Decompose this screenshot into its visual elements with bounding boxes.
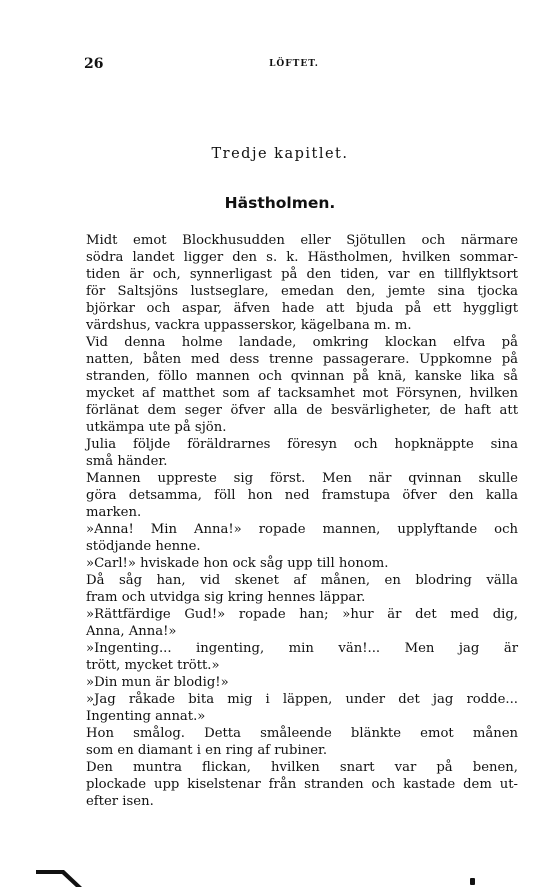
text-line: Vid denna holme landade, omkring klockan elfva på bbox=[86, 335, 518, 350]
text-line: »Jag råkade bita mig i läppen, under det jag rodde... bbox=[86, 692, 518, 707]
text-line: marken. bbox=[86, 505, 142, 520]
text-line: »Din mun är blodig!» bbox=[86, 675, 229, 690]
page-number: 26 bbox=[84, 56, 104, 72]
text-line: Hon smålog. Detta småleende blänkte emot månen bbox=[86, 726, 518, 741]
text-line: »Anna! Min Anna!» ropade mannen, upplyftande och bbox=[86, 522, 518, 537]
text-line: fram och utvidga sig kring hennes läppar. bbox=[86, 590, 366, 605]
text-line: utkämpa ute på sjön. bbox=[86, 420, 227, 435]
text-line: Mannen uppreste sig först. Men när qvinnan skulle bbox=[86, 471, 518, 486]
chapter-heading: Tredje kapitlet. bbox=[211, 146, 349, 162]
chapter-title: Hästholmen. bbox=[224, 194, 336, 212]
text-line: mycket af matthet som af tacksamhet mot Försynen, hvilken bbox=[86, 386, 518, 401]
text-line: »Ingenting... ingenting, min vän!... Men jag är bbox=[86, 641, 518, 656]
text-line: Då såg han, vid skenet af månen, en blodring välla bbox=[86, 573, 518, 588]
text-line: stranden, föllo mannen och qvinnan på knä, kanske lika så bbox=[86, 369, 518, 384]
text-line: stödjande henne. bbox=[86, 539, 201, 554]
text-line: södra landet ligger den s. k. Hästholmen, hvilken sommar- bbox=[86, 250, 518, 265]
text-line: små händer. bbox=[86, 454, 168, 469]
text-line: trött, mycket trött.» bbox=[86, 658, 220, 673]
text-line: göra detsamma, föll hon ned framstupa öfver den kalla bbox=[86, 488, 518, 503]
running-head: LÖFTET. bbox=[269, 59, 319, 69]
text-line: Den muntra flickan, hvilken snart var på benen, bbox=[86, 760, 518, 775]
text-line: Ingenting annat.» bbox=[86, 709, 206, 724]
text-line: Julia följde föräldrarnes föresyn och hopknäppte sina bbox=[86, 437, 518, 452]
text-line: tiden är och, synnerligast på den tiden, var en tillflyktsort bbox=[86, 267, 518, 282]
text-line: Midt emot Blockhusudden eller Sjötullen och närmare bbox=[86, 233, 518, 248]
body-text bbox=[86, 232, 518, 810]
text-line: björkar och aspar, äfven hade att bjuda på ett hyggligt bbox=[86, 301, 518, 316]
text-line: »Carl!» hviskade hon ock såg upp till honom. bbox=[86, 556, 389, 571]
scan-speck bbox=[470, 878, 475, 885]
text-line: plockade upp kiselstenar från stranden och kastade dem ut- bbox=[86, 777, 518, 792]
text-line: natten, båten med dess trenne passagerare. Uppkomne på bbox=[86, 352, 518, 367]
text-line: för Saltsjöns lustseglare, emedan den, jemte sina tjocka bbox=[86, 284, 518, 299]
text-line: värdshus, vackra uppasserskor, kägelbana m. m. bbox=[86, 318, 412, 333]
text-line: förlänat dem seger öfver alla de besvärligheter, de haft att bbox=[86, 403, 518, 418]
text-line: Anna, Anna!» bbox=[86, 624, 177, 639]
text-line: »Rättfärdige Gud!» ropade han; »hur är det med dig, bbox=[86, 607, 518, 622]
page-header bbox=[84, 56, 504, 76]
text-line: som en diamant i en ring af rubiner. bbox=[86, 743, 328, 758]
text-line: efter isen. bbox=[86, 794, 154, 809]
scan-edge-mark bbox=[36, 868, 82, 887]
